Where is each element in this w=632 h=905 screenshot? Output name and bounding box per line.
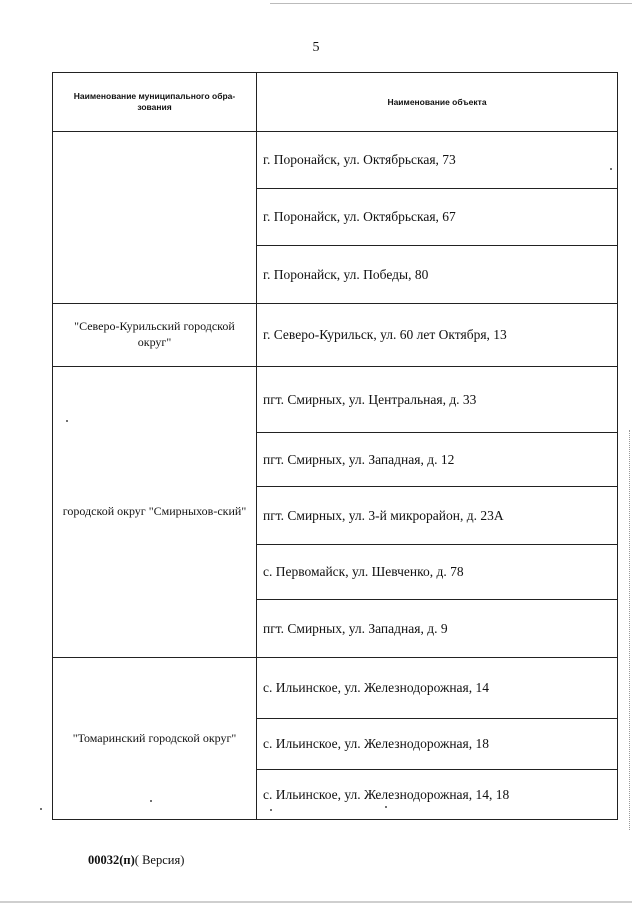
scan-edge-line-bottom	[0, 901, 632, 903]
table-row	[53, 367, 618, 433]
table-header-row	[53, 73, 618, 132]
scan-speck	[610, 168, 612, 170]
municipality-cell: "Северо-Курильский городской округ"	[53, 304, 257, 367]
scan-edge-marks	[627, 430, 630, 830]
object-cell: г. Поронайск, ул. Октябрьская, 67	[257, 189, 618, 246]
objects-table	[52, 72, 618, 820]
object-cell: с. Ильинское, ул. Железнодорожная, 14, 18	[257, 770, 618, 820]
document-code	[88, 853, 184, 868]
header-municipality: Наименование муниципального обра-зования	[53, 73, 257, 132]
object-cell: пгт. Смирных, ул. Западная, д. 9	[257, 600, 618, 658]
object-cell: с. Первомайск, ул. Шевченко, д. 78	[257, 545, 618, 600]
document-version: ( Версия)	[134, 853, 185, 867]
object-cell: пгт. Смирных, ул. Западная, д. 12	[257, 433, 618, 487]
object-cell: пгт. Смирных, ул. 3-й микрорайон, д. 23А	[257, 487, 618, 545]
table-row	[53, 132, 618, 189]
municipality-cell	[53, 132, 257, 304]
scan-speck	[270, 809, 272, 811]
object-cell: с. Ильинское, ул. Железнодорожная, 14	[257, 658, 618, 719]
scan-speck	[66, 420, 68, 422]
object-cell: г. Поронайск, ул. Победы, 80	[257, 246, 618, 304]
municipality-cell: городской округ "Смирныхов-ский"	[53, 367, 257, 658]
scan-edge-line	[270, 3, 632, 4]
scan-speck	[385, 806, 387, 808]
object-cell: г. Северо-Курильск, ул. 60 лет Октября, 13	[257, 304, 618, 367]
table-row	[53, 304, 618, 367]
municipality-cell: "Томаринский городской округ"	[53, 658, 257, 820]
object-cell: пгт. Смирных, ул. Центральная, д. 33	[257, 367, 618, 433]
page-number: 5	[312, 40, 320, 55]
header-object: Наименование объекта	[257, 73, 618, 132]
scan-speck	[150, 800, 152, 802]
document-code-number: 00032(п)	[88, 853, 135, 867]
table-row	[53, 658, 618, 719]
object-cell: г. Поронайск, ул. Октябрьская, 73	[257, 132, 618, 189]
object-cell: с. Ильинское, ул. Железнодорожная, 18	[257, 719, 618, 770]
scan-speck	[40, 808, 42, 810]
